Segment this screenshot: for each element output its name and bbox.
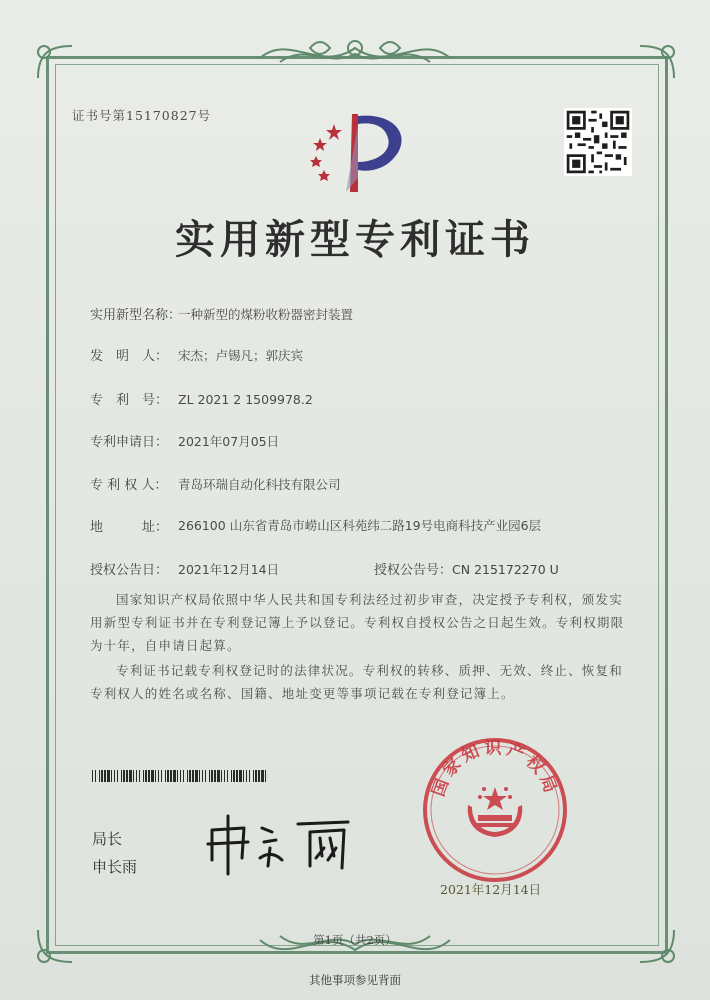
address-label: 地 址： [90,520,169,535]
barcode-bar [107,770,110,782]
utility-model-name-value: 一种新型的煤粉收粉器密封装置 [178,307,354,322]
barcode-bar [209,770,210,782]
barcode-bar [187,770,188,782]
filing-date-row [90,431,279,450]
barcode [92,770,268,782]
signer-title: 局长 [92,830,123,848]
barcode-bar [233,770,235,782]
certificate-body [90,588,630,707]
barcode-bar [189,770,191,782]
barcode-bar [211,770,213,782]
barcode-bar [133,770,134,782]
signer-name: 申长雨 [92,858,138,876]
barcode-bar [148,770,150,782]
barcode-bar [170,770,172,782]
barcode-bar [199,770,200,782]
grant-number-row [374,559,559,578]
barcode-bar [151,770,154,782]
patentee-value: 青岛环瑞自动化科技有限公司 [178,477,341,492]
barcode-bar [249,770,250,782]
barcode-bar [258,770,260,782]
patent-number-value: ZL 2021 2 1509978.2 [178,392,313,407]
barcode-bar [265,770,266,782]
barcode-bar [145,770,147,782]
filing-date-value: 2021年07月05日 [178,434,280,449]
patentee-label: 专 利 权 人： [90,478,168,493]
barcode-bar [195,770,198,782]
barcode-bar [99,770,100,782]
barcode-bar [129,770,132,782]
patent-number-label: 专 利 号： [90,393,169,408]
barcode-bar [236,770,238,782]
barcode-bar [202,770,203,782]
barcode-bar [214,770,216,782]
barcode-bar [136,770,137,782]
barcode-bar [183,770,184,782]
signature [198,808,358,880]
barcode-bar [121,770,122,782]
grant-date-row [90,559,279,578]
barcode-bar [253,770,254,782]
inventor-value: 宋杰；卢锡凡；郭庆宾 [178,348,304,363]
barcode-bar [117,770,118,782]
barcode-bar [217,770,220,782]
qr-code [564,108,632,176]
barcode-bar [224,770,225,782]
corner-ornament-top-right [632,38,682,88]
seal-text: 国家知识产权局 [428,738,562,800]
utility-model-name-label: 实用新型名称： [90,308,182,323]
grant-date-value: 2021年12月14日 [178,562,280,577]
barcode-bar [205,770,206,782]
filing-date-label: 专利申请日： [90,435,169,450]
barcode-bar [155,770,156,782]
grant-date-label: 授权公告日： [90,563,169,578]
cnipa-logo [296,108,416,194]
page-number: 第1页（共2页） [313,933,397,947]
barcode-bar [111,770,112,782]
patentee-row [90,474,341,493]
barcode-bar [167,770,169,782]
barcode-bar [114,770,115,782]
patent-number-row [90,389,313,408]
barcode-bar [192,770,194,782]
barcode-bar [173,770,176,782]
barcode-bar [143,770,144,782]
certificate-title: 实用新型专利证书 [175,216,535,263]
corner-ornament-top-left [30,38,80,88]
grant-number-label: 授权公告号： [374,563,453,578]
barcode-bar [255,770,257,782]
body-paragraph-1: 国家知识产权局依照中华人民共和国专利法经过初步审查，决定授予专利权，颁发实用新型专利证书并在专利登记簿上予以登记。专利权自授权公告之日起生效。专利权期限为十年，自申请日起算。 [90,592,625,653]
barcode-bar [177,770,178,782]
barcode-bar [158,770,159,782]
barcode-bar [161,770,162,782]
barcode-bar [180,770,181,782]
seal-date: 2021年12月14日 [440,882,542,897]
barcode-bar [221,770,222,782]
grant-number-value: CN 215172270 U [452,562,559,577]
barcode-bar [227,770,228,782]
address-value: 266100 山东省青岛市崂山区科苑纬二路19号电商科技产业园6层 [178,518,542,533]
barcode-bar [165,770,166,782]
inventor-label: 发 明 人： [90,349,169,364]
barcode-bar [139,770,140,782]
address-row [90,516,548,535]
barcode-bar [231,770,232,782]
barcode-bar [123,770,125,782]
barcode-bar [239,770,242,782]
body-paragraph-2: 专利证书记载专利权登记时的法律状况。专利权的转移、质押、无效、终止、恢复和专利权人的姓名或名称、国籍、地址变更等事项记载在专利登记簿上。 [90,663,623,701]
certificate-number: 证书号第15170827号 [72,108,212,123]
barcode-bar [101,770,103,782]
top-ornament [250,28,460,74]
barcode-bar [95,770,96,782]
footer-note: 其他事项参见背面 [309,973,401,987]
inventor-row [90,345,303,364]
barcode-bar [243,770,244,782]
barcode-bar [104,770,106,782]
barcode-bar [126,770,128,782]
official-seal [420,735,570,885]
utility-model-name-row [90,304,353,323]
barcode-bar [92,770,93,782]
barcode-bar [261,770,264,782]
barcode-bar [246,770,247,782]
